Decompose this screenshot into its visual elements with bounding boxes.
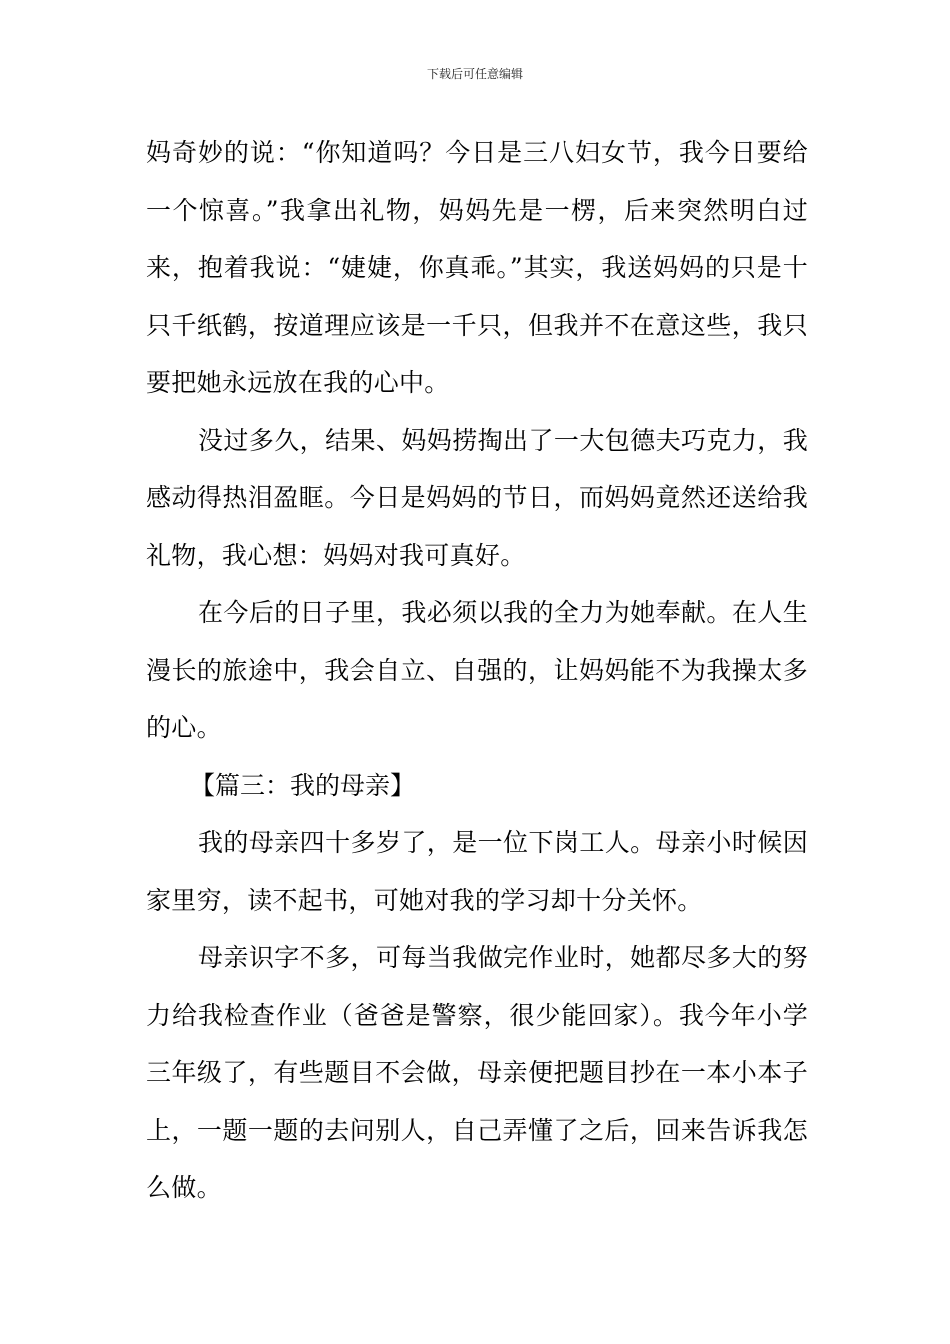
paragraph-1: 妈奇妙的说：“你知道吗？今日是三八妇女节，我今日要给一个惊喜。”我拿出礼物，妈妈先是一楞，后来突然明白过来，抱着我说：“婕婕，你真乖。”其实，我送妈妈的只是十只千纸鹤，按道理应该是一千只，但我并不在意这些，我只要把她永远放在我的心中。 — [146, 138, 808, 397]
paragraph-4: 我的母亲四十多岁了，是一位下岗工人。母亲小时候因家里穷，读不起书，可她对我的学习却十分关怀。 — [146, 828, 808, 915]
paragraph-5: 母亲识字不多，可每当我做完作业时，她都尽多大的努力给我检查作业（爸爸是警察，很少能回家）。我今年小学三年级了，有些题目不会做，母亲便把题目抄在一本小本子上，一题一题的去问别人，自己弄懂了之后，回来告诉我怎么做。 — [146, 943, 808, 1202]
paragraph-2: 没过多久，结果、妈妈捞掏出了一大包德夫巧克力，我感动得热泪盈眶。今日是妈妈的节日，而妈妈竟然还送给我礼物，我心想：妈妈对我可真好。 — [146, 425, 808, 570]
document-body — [146, 124, 808, 1217]
section-heading: 【篇三：我的母亲】 — [190, 770, 416, 800]
page-header: 下载后可任意编辑 — [426, 67, 523, 81]
paragraph-3: 在今后的日子里，我必须以我的全力为她奉献。在人生漫长的旅途中，我会自立、自强的，让妈妈能不为我操太多的心。 — [146, 598, 808, 742]
